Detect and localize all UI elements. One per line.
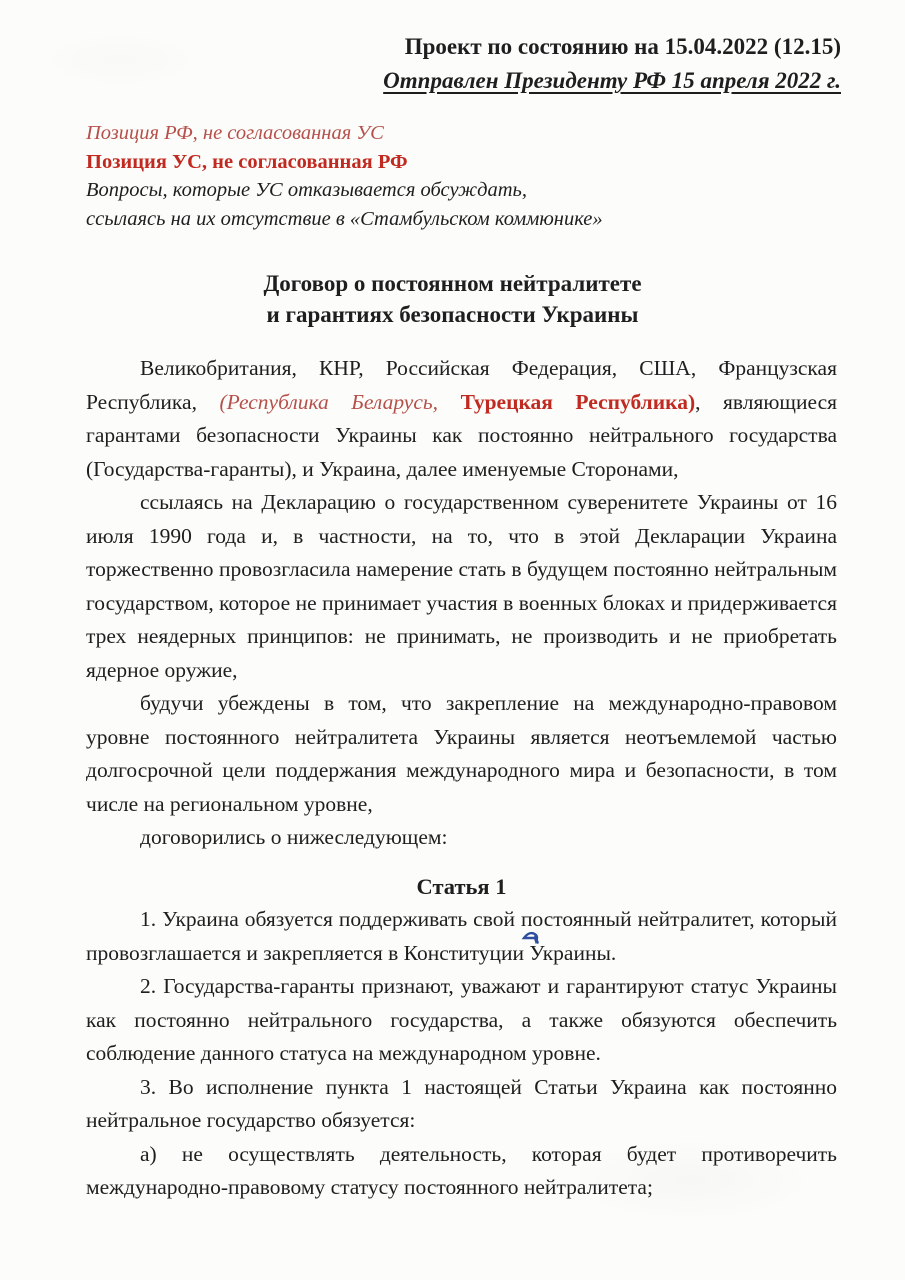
text-segment-red-bold: Турецкая Республика) (460, 389, 696, 414)
text-segment: а) не осуществлять деятельность, которая будет противоречить международно-правовому статусу постоянного нейтралитета; (86, 1141, 837, 1199)
blue-pen-mark (521, 928, 545, 954)
document-title (0, 268, 905, 330)
text-segment: ссылаясь на Декларацию о государственном суверенитете Украины от 16 июля 1990 года и, в частности, на то, что в этой Декларации Украина торжественно провозгласила намерение стать в будущем постоянно нейтральным государством, которое не принимает участия в военных блоках и придерживается трех неядерных принципов: не принимать, не производить и не приобретать ядерное оружие, (86, 490, 837, 682)
draft-status-line: Проект по состоянию на 15.04.2022 (12.15) (404, 34, 841, 59)
legend-line: Позиция РФ, не согласованная УС (86, 122, 384, 144)
paragraph (86, 903, 837, 970)
text-segment: 1. Украина обязуется поддерживать свой постоянный нейтралитет, который провозглашается и закрепляется в Конституции Украины. (86, 907, 837, 965)
text-segment: , являющиеся гарантами безопасности Украины как постоянно нейтрального государства (Государства-гаранты), и Украина, далее именуемые Сторонами, (86, 389, 837, 481)
paragraph (86, 352, 837, 486)
document-header (0, 0, 905, 98)
paragraph (86, 687, 837, 821)
document-body (86, 352, 837, 1205)
paragraph (86, 486, 837, 687)
text-segment-red-italic: (Республика Беларусь, (219, 389, 439, 414)
legend-line: Позиция УС, не согласованная РФ (86, 150, 408, 173)
sent-to-president-line: Отправлен Президенту РФ 15 апреля 2022 г. (383, 68, 841, 93)
text-segment: 2. Государства-гаранты признают, уважают и гарантируют статус Украины как постоянно нейтрального государства, а также обязуются обеспечить соблюдение данного статуса на международном уровне. (86, 974, 837, 1065)
article-heading: Статья 1 (416, 873, 507, 899)
text-segment: 3. Во исполнение пункта 1 настоящей Статьи Украина как постоянно нейтральное государство обязуется: (86, 1074, 837, 1132)
text-segment: Великобритания, КНР, Российская Федерация, США, Французская Республика, (86, 356, 837, 414)
document-title-line2: и гарантиях безопасности Украины (266, 302, 639, 327)
paragraph (86, 1071, 837, 1138)
color-legend (86, 119, 905, 233)
document-title-line1: Договор о постоянном нейтралитете (263, 271, 642, 296)
legend-line: ссылаясь на их отсутствие в «Стамбульском коммюнике» (86, 207, 603, 230)
paragraph (86, 821, 837, 855)
paragraph (86, 970, 837, 1071)
text-segment: договорились о нижеследующем: (140, 825, 448, 849)
text-segment: будучи убеждены в том, что закрепление на международно-правовом уровне постоянного нейтралитета Украины является неотъемлемой частью долгосрочной цели поддержания международного мира и безопасности, в том числе на региональном уровне, (86, 691, 837, 816)
text-segment (438, 390, 461, 414)
paragraph (86, 1138, 837, 1205)
legend-line: Вопросы, которые УС отказывается обсуждать, (86, 179, 527, 201)
